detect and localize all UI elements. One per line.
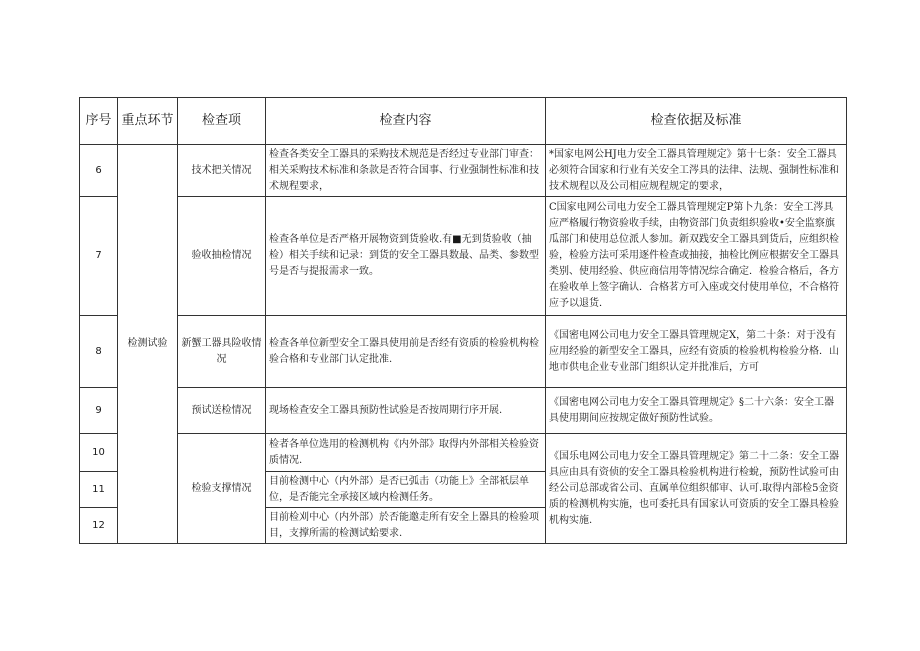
row-seq: 12 bbox=[80, 508, 118, 544]
table-row bbox=[80, 434, 847, 472]
check-item: 验收抽检情况 bbox=[178, 197, 266, 316]
check-content: 现场检查安全工器具预防性试验是否按周期行序开展. bbox=[266, 388, 546, 434]
header-check-content: 检查内容 bbox=[266, 98, 546, 145]
row-seq: 9 bbox=[80, 388, 118, 434]
header-row bbox=[80, 98, 847, 145]
row-seq: 11 bbox=[80, 472, 118, 508]
key-link-cell: 检测试验 bbox=[118, 145, 178, 544]
check-content: 检查各类安全工器具的采购技术规范是否经过专业部门审查：相关采购技术标准和条款是否符合国事、行业强制性标准和技术规程要求， bbox=[266, 145, 546, 197]
header-basis: 检查依据及标准 bbox=[546, 98, 847, 145]
check-content: 目前检刈中心（内外部）於否能邀走所有安全上器具的检验项目，支撑所需的检测试蛤要求. bbox=[266, 508, 546, 544]
check-basis: 《国乐电网公司电力安全工器具管理规定》第二十二条：安全工器具应由具有资侦的安全工器具检验机构进行检蛻，预防性试验可由经公司总部或省公司、直属单位组织郁审、认可.取得内部检5金资质的检测机构实施，也可委托具有国家认可资质的安全工器具检验机构实施. bbox=[546, 434, 847, 544]
check-content: 目前检测中心（内外部）是否已弧击（功能上》全部祇层单位，是否能完全承接区域内检测任务。 bbox=[266, 472, 546, 508]
check-content: 检查各单位新型安全工器具使用前是否经有资质的检验机构检验合格和专业部门认定批准. bbox=[266, 316, 546, 388]
row-seq: 7 bbox=[80, 197, 118, 316]
check-item: 预试送检情况 bbox=[178, 388, 266, 434]
header-seq: 序号 bbox=[80, 98, 118, 145]
check-basis: 《国密电网公司电力安全工器具管理规定X，第二十条：对于没有应用经验的新型安全工器具，应经有资质的检验机构检验分格．山地市供电企业专业部门组织认定并批准后，方可 bbox=[546, 316, 847, 388]
check-basis: 《国密电网公司电力安全工器具管理规定》§二十六条：安全工器具使用期间应按规定做好预防性试验。 bbox=[546, 388, 847, 434]
check-content: 检查各单位是否严格开展物资到货验收.有■无到货验收（抽检）相关手续和记录：到货的安全工器具数最、品类、参数型号是否与提报需求一致。 bbox=[266, 197, 546, 316]
check-content: 检者各单位选用的检测机构《内外部》取得内外部相关检验资质情况. bbox=[266, 434, 546, 472]
row-seq: 8 bbox=[80, 316, 118, 388]
table-row bbox=[80, 316, 847, 388]
check-item: 检验支撑情况 bbox=[178, 434, 266, 544]
check-basis: *国家电网公HJ电力安全工器具管理规定》第十七条：安全工器具必须符合国家和行业有关安全工涔具的法律、法规、强制性标准和技术规程以及公司相应规程规定的要求， bbox=[546, 145, 847, 197]
check-item: 新蟹工器具险收情况 bbox=[178, 316, 266, 388]
table-row bbox=[80, 145, 847, 197]
check-item: 技术把关情况 bbox=[178, 145, 266, 197]
row-seq: 6 bbox=[80, 145, 118, 197]
header-key-link: 重点环节 bbox=[118, 98, 178, 145]
row-seq: 10 bbox=[80, 434, 118, 472]
inspection-table bbox=[79, 97, 847, 544]
check-basis: C国家电网公司电力安全工器具管理规定P第卜九条：安全工涔具应严格履行物资验收手续，由物资部门负责组织验收•安全监察旗瓜部门和使用总位派人参加。新双践安全工器具到货后，应组织检验，检验方法可采用逐件检查或抽接，抽检比例应根据安全工器具类别、使用经验、供应商信用等情况综合确定．检验合格后，各方在验收单上签字确认．合格茗方可入座或交付使用单位，不合格符应予以退货． bbox=[546, 197, 847, 316]
header-check-item: 检查项 bbox=[178, 98, 266, 145]
table-row bbox=[80, 388, 847, 434]
table-row bbox=[80, 197, 847, 316]
